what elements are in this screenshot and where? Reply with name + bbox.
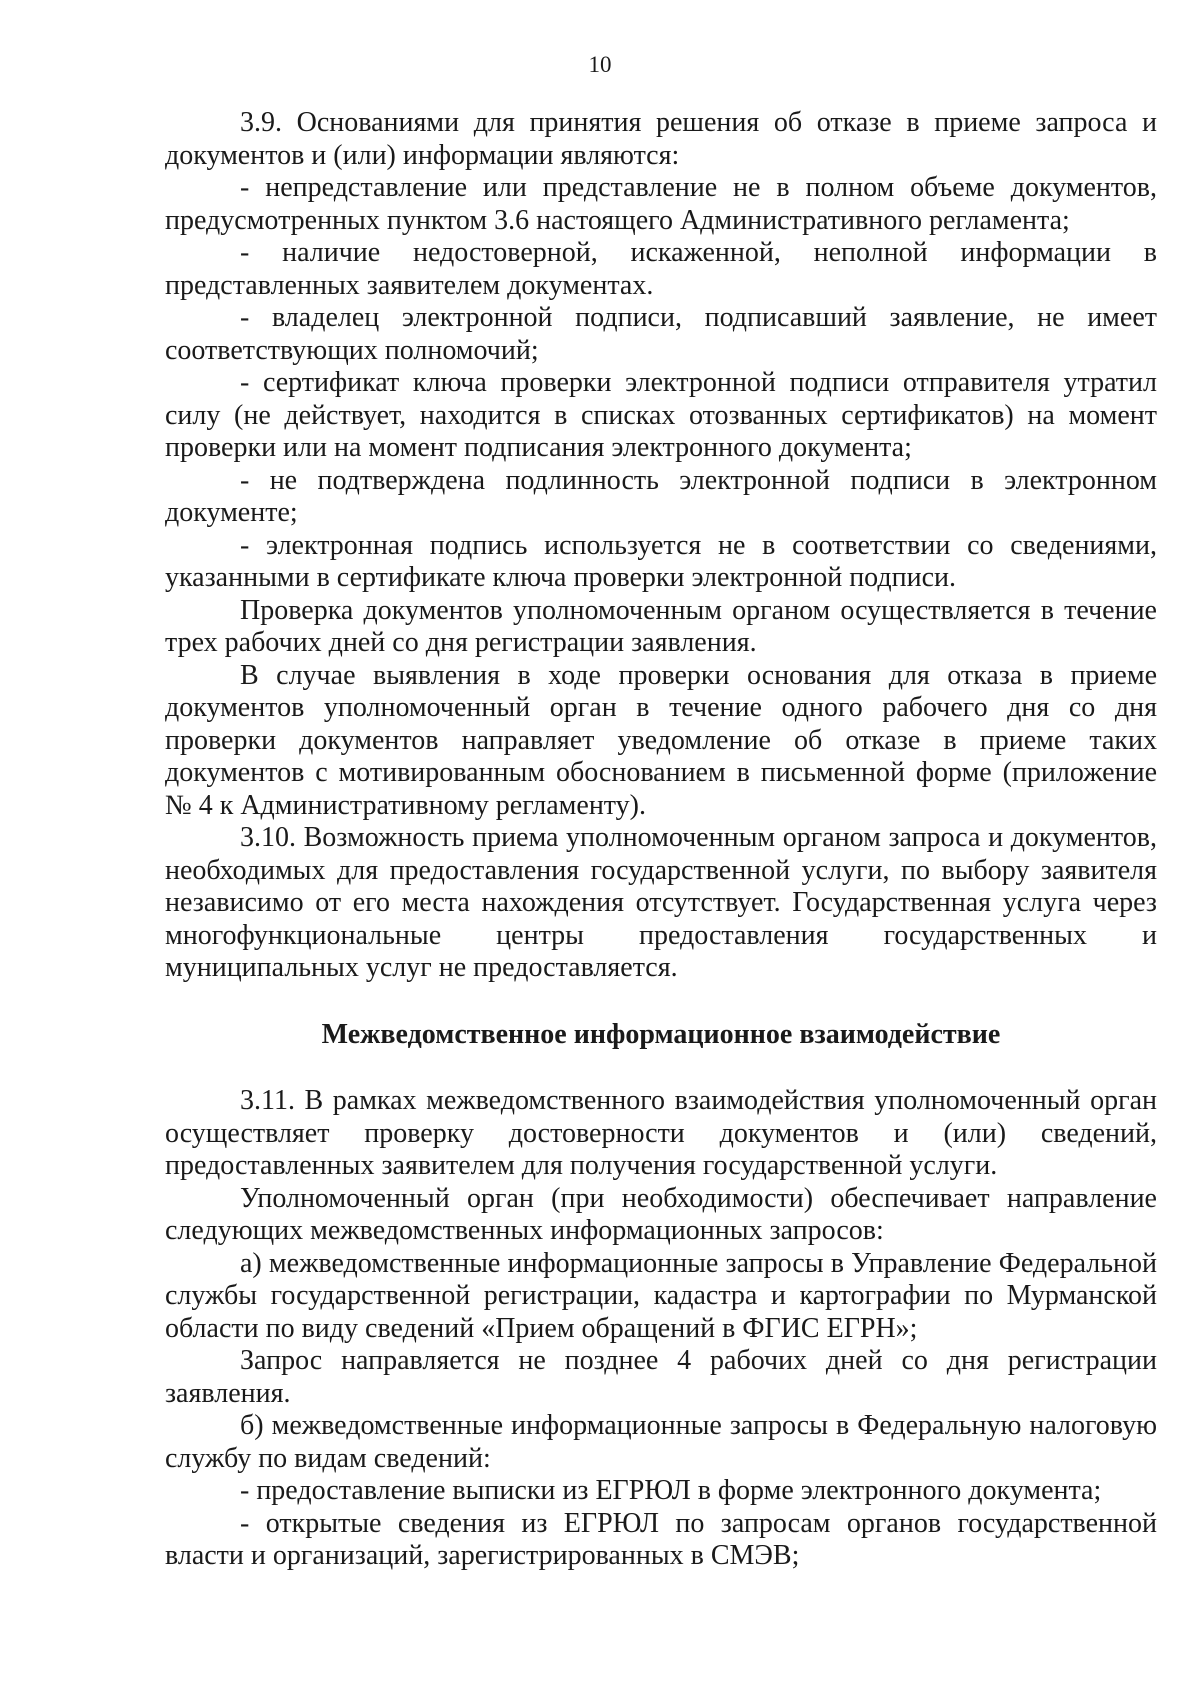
list-item-unreliable-information: - наличие недостоверной, искаженной, неполной информации в представленных заявителем документах. — [165, 237, 1157, 301]
list-item-signature-misuse: - электронная подпись используется не в соответствии со сведениями, указанными в сертификате ключа проверки электронной подписи. — [165, 529, 1157, 593]
paragraph-verification-period: Проверка документов уполномоченным органом осуществляется в течение трех рабочих дней со дня регистрации заявления. — [165, 594, 1157, 658]
list-item-incomplete-documents: - непредставление или представление не в полном объеме документов, предусмотренных пунктом 3.6 настоящего Административного регламента; — [165, 172, 1157, 236]
paragraph-refusal-notice: В случае выявления в ходе проверки основания для отказа в приеме документов уполномоченный орган в течение одного рабочего дня со дня проверки документов направляет уведомление об отказе в приеме таких документов с мотивированным обоснованием в письменной форме (приложение № 4 к Административному регламенту). — [165, 659, 1157, 821]
document-body — [165, 107, 1157, 1573]
page-number: 10 — [588, 52, 612, 77]
list-item-signature-owner-authority: - владелец электронной подписи, подписавший заявление, не имеет соответствующих полномочий; — [165, 302, 1157, 366]
list-item-signature-not-confirmed: - не подтверждена подлинность электронной подписи в электронном документе; — [165, 464, 1157, 528]
paragraph-request-deadline: Запрос направляется не позднее 4 рабочих дней со дня регистрации заявления. — [165, 1345, 1157, 1409]
paragraph-3-11: 3.11. В рамках межведомственного взаимодействия уполномоченный орган осуществляет проверку достоверности документов и (или) сведений, предоставленных заявителем для получения государственной услуги. — [165, 1085, 1157, 1181]
paragraph-3-9: 3.9. Основаниями для принятия решения об отказе в приеме запроса и документов и (или) информации являются: — [165, 107, 1157, 171]
list-item-request-a: а) межведомственные информационные запросы в Управление Федеральной службы государственной регистрации, кадастра и картографии по Мурманской области по виду сведений «Прием обращений в ФГИС ЕГРН»; — [165, 1247, 1157, 1344]
list-item-certificate-invalid: - сертификат ключа проверки электронной подписи отправителя утратил силу (не действует, находится в списках отозванных сертификатов) на момент проверки или на момент подписания электронного документа; — [165, 367, 1157, 463]
paragraph-interagency-requests: Уполномоченный орган (при необходимости) обеспечивает направление следующих межведомственных информационных запросов: — [165, 1182, 1157, 1246]
list-item-egrul-extract: - предоставление выписки из ЕГРЮЛ в форме электронного документа; — [240, 1475, 1102, 1506]
list-item-request-b: б) межведомственные информационные запросы в Федеральную налоговую службу по видам сведений: — [165, 1410, 1157, 1474]
list-item-egrul-open-data: - открытые сведения из ЕГРЮЛ по запросам органов государственной власти и организаций, зарегистрированных в СМЭВ; — [165, 1507, 1157, 1571]
section-heading: Межведомственное информационное взаимодействие — [321, 1018, 1001, 1050]
paragraph-3-10: 3.10. Возможность приема уполномоченным органом запроса и документов, необходимых для предоставления государственной услуги, по выбору заявителя независимо от его места нахождения отсутствует. Государственная услуга через многофункциональные центры предоставления государственных и муниципальных услуг не предоставляется. — [165, 822, 1157, 983]
